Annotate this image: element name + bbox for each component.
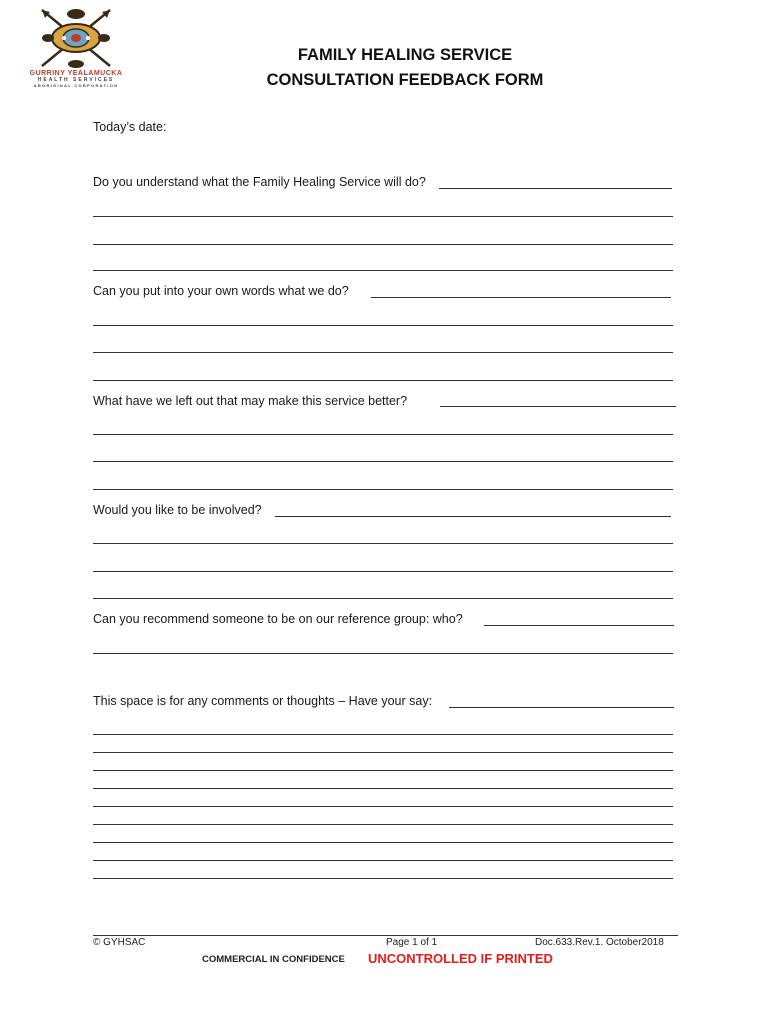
emblem-icon (36, 6, 116, 70)
organisation-logo (22, 6, 130, 90)
question-own-words-label: Can you put into your own words what we do? (93, 284, 349, 298)
answer-line[interactable] (449, 707, 674, 708)
footer-page-number: Page 1 of 1 (386, 937, 438, 948)
answer-line[interactable] (440, 406, 676, 407)
page-title: FAMILY HEALING SERVICE (297, 46, 513, 64)
answer-line[interactable] (93, 461, 673, 462)
question-involved-label: Would you like to be involved? (93, 503, 262, 517)
answer-line[interactable] (93, 434, 673, 435)
answer-line[interactable] (93, 842, 673, 843)
logo-subtitle: HEALTH SERVICES (37, 77, 115, 83)
comments-label: This space is for any comments or thoughts – Have your say: (93, 694, 433, 708)
answer-line[interactable] (93, 598, 673, 599)
question-understand-label: Do you understand what the Family Healing Service will do? (93, 175, 426, 189)
answer-line[interactable] (371, 297, 671, 298)
answer-line[interactable] (439, 188, 672, 189)
answer-line[interactable] (93, 571, 673, 572)
answer-line[interactable] (93, 216, 673, 217)
logo-name: GURRINY YEALAMUCKA (29, 70, 123, 77)
page-subtitle: CONSULTATION FEEDBACK FORM (266, 71, 544, 89)
logo-text (22, 70, 130, 88)
footer-doc-reference: Doc.633.Rev.1. October2018 (535, 937, 664, 948)
footer-confidential: COMMERCIAL IN CONFIDENCE (202, 954, 345, 965)
answer-line[interactable] (93, 878, 673, 879)
logo-subtitle-2: ABORIGINAL CORPORATION (33, 83, 119, 88)
footer-divider (93, 935, 678, 936)
answer-line[interactable] (93, 270, 673, 271)
question-recommend-label: Can you recommend someone to be on our reference group: who? (93, 612, 463, 626)
answer-line[interactable] (93, 806, 673, 807)
answer-line[interactable] (93, 824, 673, 825)
answer-line[interactable] (93, 734, 673, 735)
answer-line[interactable] (275, 516, 671, 517)
answer-line[interactable] (93, 752, 673, 753)
answer-line[interactable] (93, 244, 673, 245)
answer-line[interactable] (93, 380, 673, 381)
answer-line[interactable] (484, 625, 674, 626)
answer-line[interactable] (93, 860, 673, 861)
answer-line[interactable] (93, 543, 673, 544)
answer-line[interactable] (93, 770, 673, 771)
answer-line[interactable] (93, 352, 673, 353)
footer-uncontrolled-warning: UNCONTROLLED IF PRINTED (368, 951, 553, 966)
answer-line[interactable] (93, 489, 673, 490)
footer-copyright: © GYHSAC (93, 937, 146, 948)
question-improve-label: What have we left out that may make this service better? (93, 394, 408, 408)
answer-line[interactable] (93, 325, 673, 326)
answer-line[interactable] (93, 653, 673, 654)
answer-line[interactable] (93, 788, 673, 789)
date-label: Today’s date: (93, 120, 167, 134)
